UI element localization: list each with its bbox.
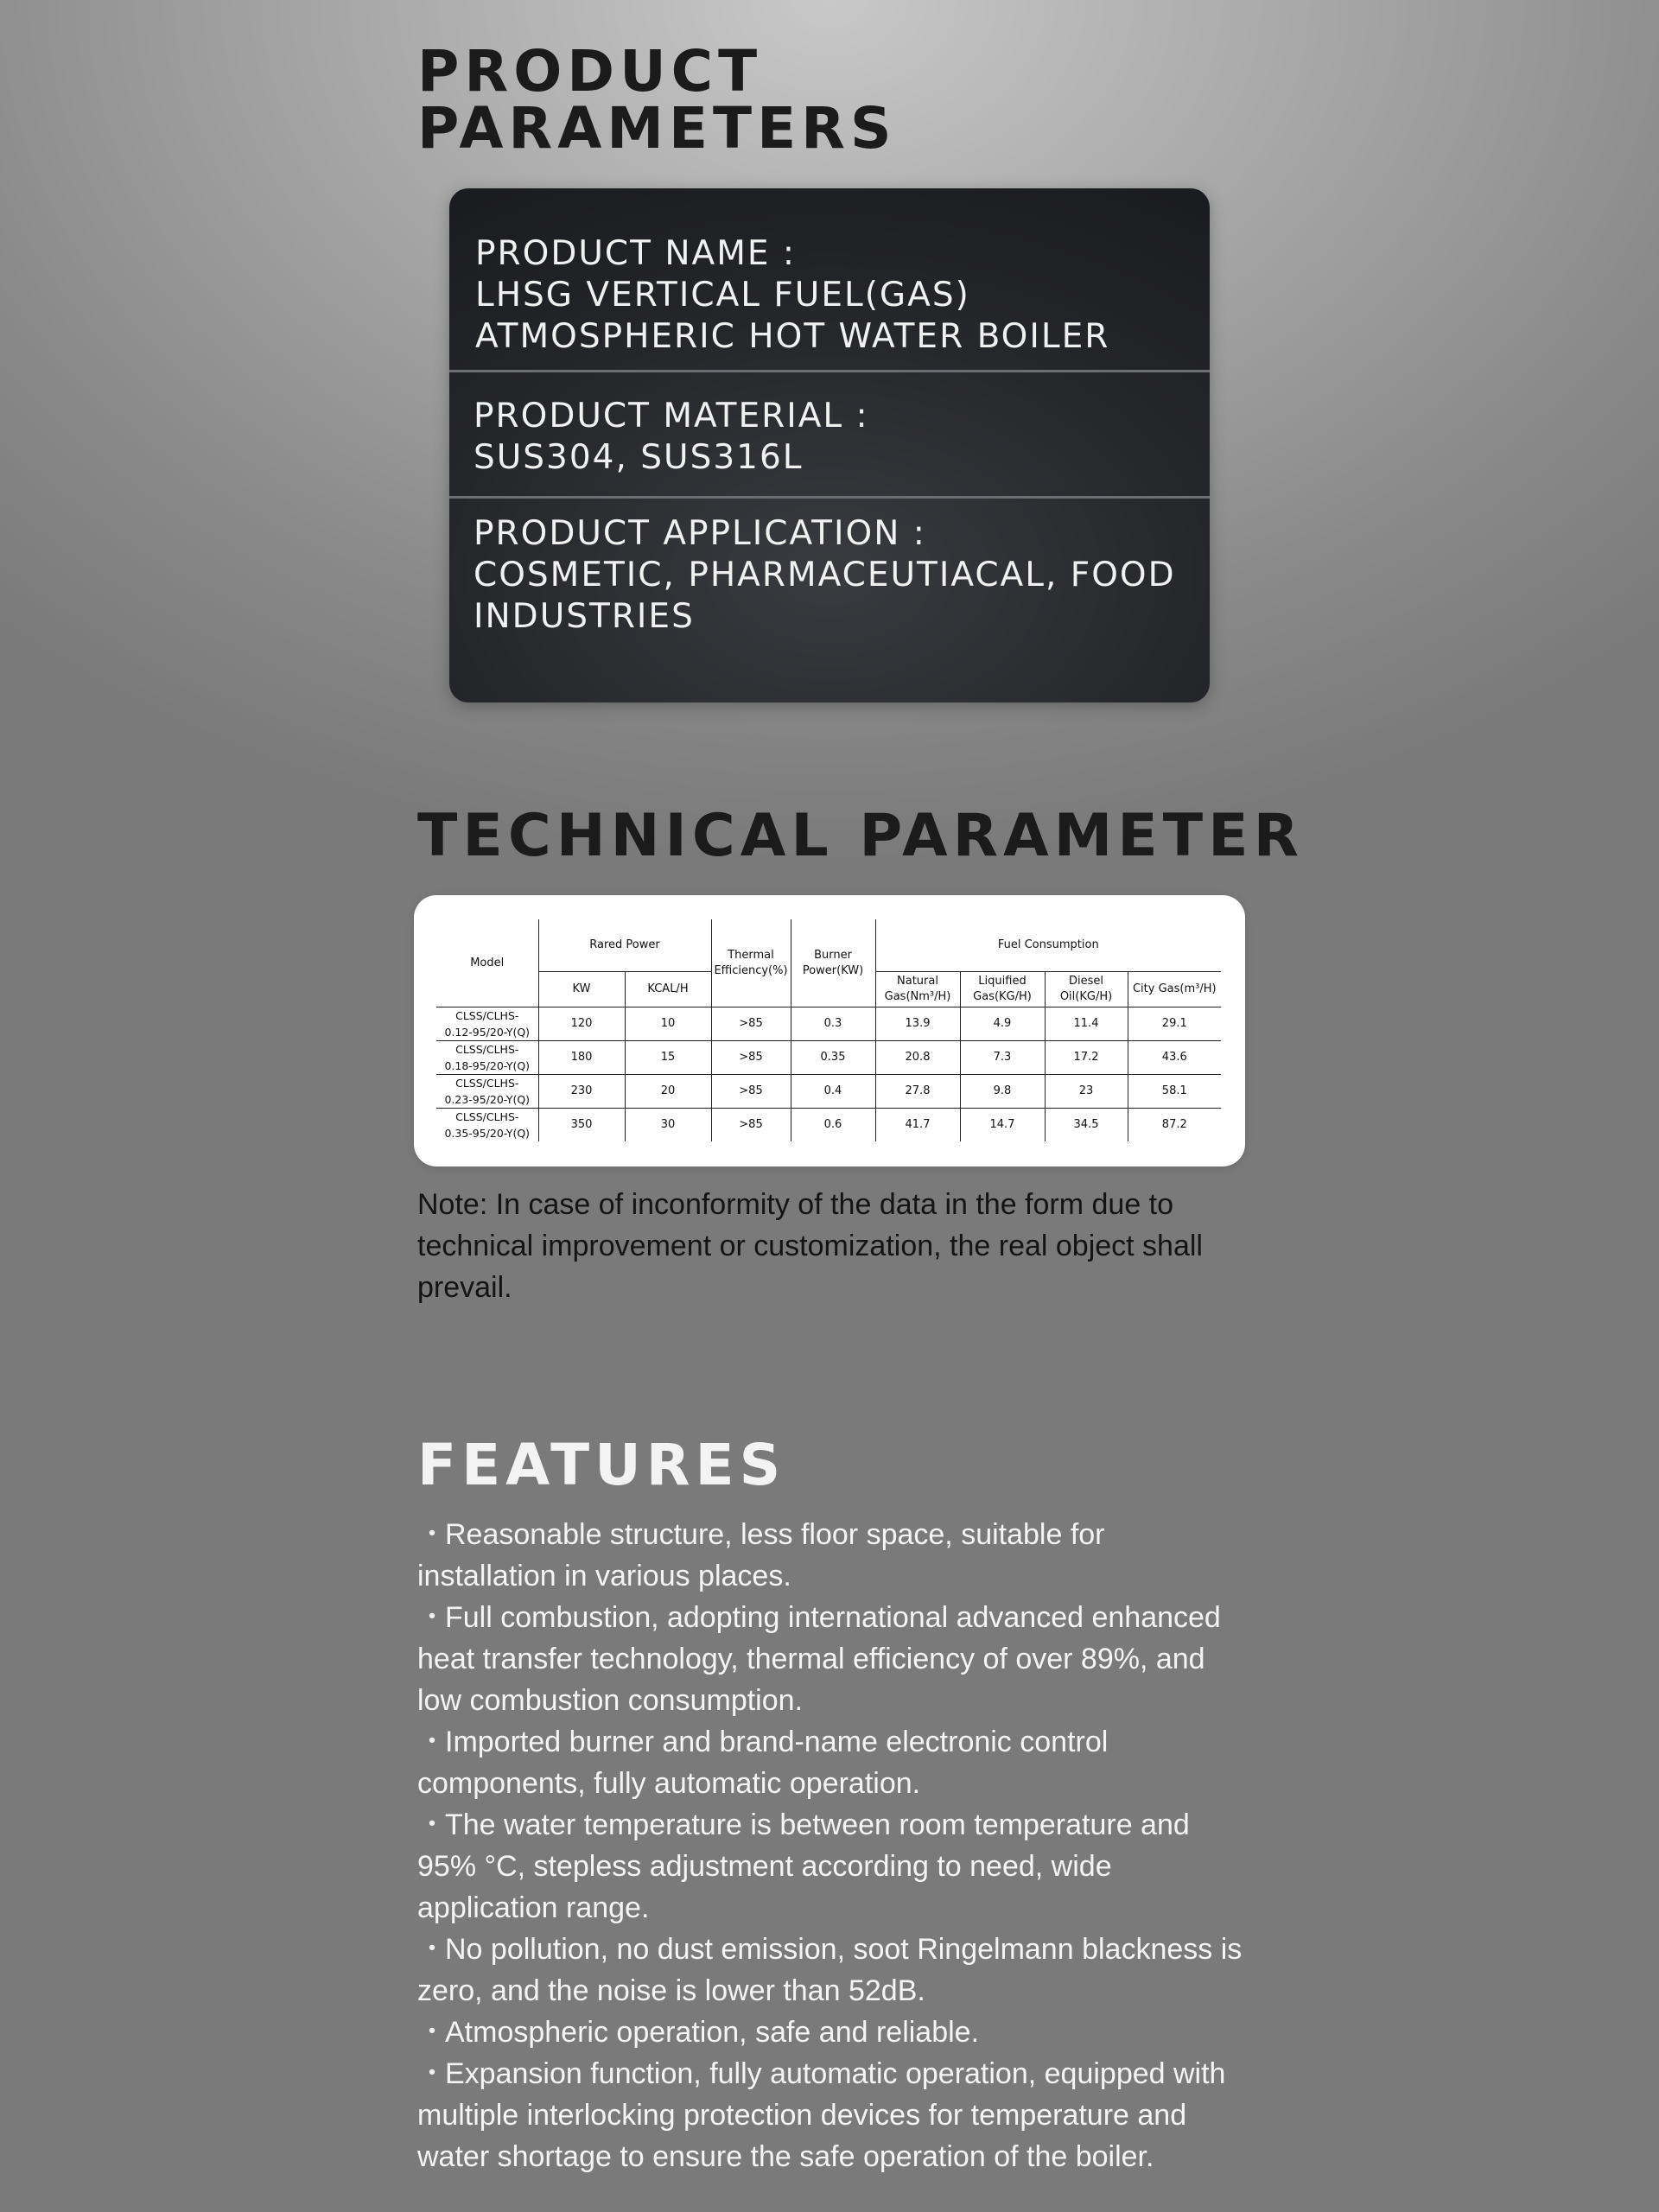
cell-diesel: 34.5 xyxy=(1045,1109,1128,1142)
cell-model xyxy=(436,1109,538,1142)
header-liquified-line2: Gas(KG/H) xyxy=(973,990,1032,1003)
header-burner-line2: Power(KW) xyxy=(802,963,864,977)
cell-liquified: 9.8 xyxy=(960,1075,1045,1109)
header-natural-gas xyxy=(875,972,960,1007)
cell-thermal: >85 xyxy=(711,1007,791,1041)
product-parameters-title: PRODUCT PARAMETERS xyxy=(417,38,897,162)
header-model: Model xyxy=(436,919,538,1007)
cell-burner: 0.6 xyxy=(791,1109,875,1142)
bullet-icon: ・ xyxy=(417,2057,447,2090)
feature-item xyxy=(417,1929,1247,2012)
product-application-value-line1: COSMETIC, PHARMACEUTIACAL, FOOD xyxy=(474,556,1176,594)
table-row xyxy=(436,1041,1221,1075)
cell-burner: 0.4 xyxy=(791,1075,875,1109)
cell-model xyxy=(436,1075,538,1109)
bullet-icon: ・ xyxy=(417,2016,447,2049)
header-liquified-line1: Liquified xyxy=(978,975,1027,988)
cell-natural: 41.7 xyxy=(875,1109,960,1142)
header-burner-power xyxy=(791,919,875,1007)
cell-liquified: 4.9 xyxy=(960,1007,1045,1041)
cell-model-line2: 0.18-95/20-Y(Q) xyxy=(444,1059,531,1072)
header-thermal-efficiency xyxy=(711,919,791,1007)
product-name-label: PRODUCT NAME : xyxy=(475,234,797,273)
features-list xyxy=(417,1514,1247,2177)
table-row xyxy=(436,1109,1221,1142)
header-burner-line1: Burner xyxy=(814,948,852,962)
cell-model-line2: 0.23-95/20-Y(Q) xyxy=(444,1093,531,1106)
feature-text: Atmospheric operation, safe and reliable. xyxy=(445,2016,980,2049)
cell-model-line1: CLSS/CLHS- xyxy=(455,1043,519,1056)
product-application-block xyxy=(474,513,1192,638)
cell-model-line1: CLSS/CLHS- xyxy=(455,1009,519,1022)
cell-natural: 20.8 xyxy=(875,1041,960,1075)
cell-model-line2: 0.12-95/20-Y(Q) xyxy=(444,1026,531,1039)
cell-diesel: 11.4 xyxy=(1045,1007,1128,1041)
cell-natural: 27.8 xyxy=(875,1075,960,1109)
features-title: FEATURES xyxy=(417,1432,786,1498)
product-material-block xyxy=(474,396,1192,479)
cell-city: 87.2 xyxy=(1128,1109,1221,1142)
cell-model xyxy=(436,1041,538,1075)
technical-parameter-table xyxy=(436,919,1221,1141)
product-name-block xyxy=(475,233,1192,358)
technical-table-card xyxy=(414,895,1245,1166)
product-name-value-line2: ATMOSPHERIC HOT WATER BOILER xyxy=(475,317,1110,356)
header-rated-power: Rared Power xyxy=(538,919,711,972)
cell-diesel: 17.2 xyxy=(1045,1041,1128,1075)
product-info-card xyxy=(449,188,1210,702)
feature-item xyxy=(417,1514,1247,1597)
cell-thermal: >85 xyxy=(711,1109,791,1142)
bullet-icon: ・ xyxy=(417,1808,447,1841)
cell-burner: 0.3 xyxy=(791,1007,875,1041)
bullet-icon: ・ xyxy=(417,1933,447,1966)
cell-kcal: 20 xyxy=(625,1075,711,1109)
cell-burner: 0.35 xyxy=(791,1041,875,1075)
cell-kw: 180 xyxy=(538,1041,625,1075)
feature-item xyxy=(417,1597,1247,1721)
table-row xyxy=(436,1075,1221,1109)
cell-kw: 120 xyxy=(538,1007,625,1041)
header-diesel-line1: Diesel xyxy=(1068,975,1103,988)
feature-item xyxy=(417,1721,1247,1804)
feature-item xyxy=(417,2053,1247,2177)
table-row xyxy=(436,1007,1221,1041)
product-application-value-line2: INDUSTRIES xyxy=(474,597,695,636)
card-divider xyxy=(449,496,1210,499)
cell-kcal: 30 xyxy=(625,1109,711,1142)
cell-kcal: 10 xyxy=(625,1007,711,1041)
header-liquified-gas xyxy=(960,972,1045,1007)
product-name-value-line1: LHSG VERTICAL FUEL(GAS) xyxy=(475,276,970,315)
header-thermal-line1: Thermal xyxy=(728,948,774,962)
cell-kw: 230 xyxy=(538,1075,625,1109)
header-diesel-oil xyxy=(1045,972,1128,1007)
cell-kw: 350 xyxy=(538,1109,625,1142)
feature-item xyxy=(417,1804,1247,1929)
header-kcal: KCAL/H xyxy=(625,972,711,1007)
card-divider xyxy=(449,370,1210,372)
header-city-gas: City Gas(m³/H) xyxy=(1128,972,1221,1007)
feature-text: The water temperature is between room temperature and 95% °C, stepless adjustment according to need, wide application range. xyxy=(417,1808,1190,1924)
product-material-label: PRODUCT MATERIAL : xyxy=(474,397,869,435)
cell-model-line2: 0.35-95/20-Y(Q) xyxy=(444,1127,531,1140)
table-note: Note: In case of inconformity of the data in the form due to technical improvement or customization, the real object shall prevail. xyxy=(417,1188,1203,1304)
cell-model-line1: CLSS/CLHS- xyxy=(455,1110,519,1123)
header-natural-line2: Gas(Nm³/H) xyxy=(884,990,951,1003)
feature-text: Reasonable structure, less floor space, suitable for installation in various places. xyxy=(417,1518,1105,1592)
product-application-label: PRODUCT APPLICATION : xyxy=(474,514,926,553)
header-natural-line1: Natural xyxy=(897,975,938,988)
cell-city: 58.1 xyxy=(1128,1075,1221,1109)
product-material-value: SUS304, SUS316L xyxy=(474,438,804,477)
technical-parameter-title: TECHNICAL PARAMETER xyxy=(417,802,1304,870)
cell-thermal: >85 xyxy=(711,1041,791,1075)
feature-text: Full combustion, adopting international advanced enhanced heat transfer technology, thermal efficiency of over 89%, and low combustion consumption. xyxy=(417,1601,1221,1717)
cell-thermal: >85 xyxy=(711,1075,791,1109)
bullet-icon: ・ xyxy=(417,1601,447,1634)
cell-model-line1: CLSS/CLHS- xyxy=(455,1077,519,1090)
cell-city: 29.1 xyxy=(1128,1007,1221,1041)
feature-text: Expansion function, fully automatic operation, equipped with multiple interlocking protection devices for temperature and water shortage to ensure the safe operation of the boiler. xyxy=(417,2057,1226,2173)
feature-text: No pollution, no dust emission, soot Ringelmann blackness is zero, and the noise is lower than 52dB. xyxy=(417,1933,1243,2007)
feature-text: Imported burner and brand-name electronic control components, fully automatic operation. xyxy=(417,1726,1109,1800)
cell-kcal: 15 xyxy=(625,1041,711,1075)
cell-liquified: 14.7 xyxy=(960,1109,1045,1142)
cell-city: 43.6 xyxy=(1128,1041,1221,1075)
bullet-icon: ・ xyxy=(417,1726,447,1758)
cell-liquified: 7.3 xyxy=(960,1041,1045,1075)
cell-natural: 13.9 xyxy=(875,1007,960,1041)
header-fuel-consumption: Fuel Consumption xyxy=(875,919,1221,972)
bullet-icon: ・ xyxy=(417,1518,447,1551)
feature-item xyxy=(417,2012,1247,2053)
header-diesel-line2: Oil(KG/H) xyxy=(1059,990,1113,1003)
header-kw: KW xyxy=(538,972,625,1007)
cell-model xyxy=(436,1007,538,1041)
cell-diesel: 23 xyxy=(1045,1075,1128,1109)
header-thermal-line2: Efficiency(%) xyxy=(714,963,788,977)
